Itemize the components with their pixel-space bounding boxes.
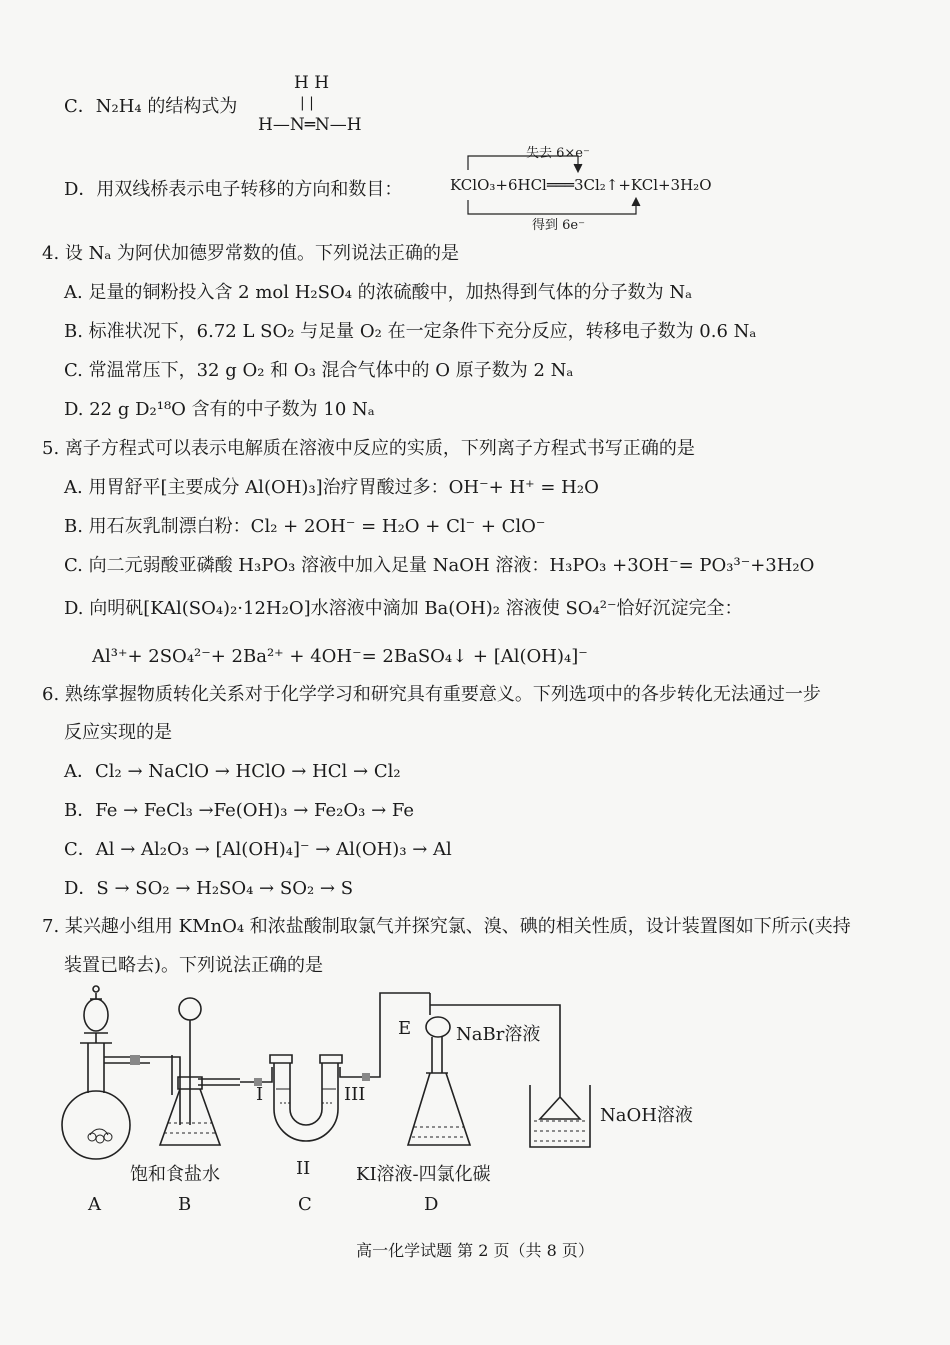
q6-option-b: B．Fe → FeCl₃ →Fe(OH)₃ → Fe₂O₃ → Fe bbox=[64, 800, 415, 821]
q6-stem-2: 反应实现的是 bbox=[64, 722, 172, 743]
page-footer: 高一化学试题 第 2 页（共 8 页） bbox=[356, 1241, 594, 1260]
gain-label: 得到 6e⁻ bbox=[532, 218, 585, 233]
q5-option-c: C. 向二元弱酸亚磷酸 H₃PO₃ 溶液中加入足量 NaOH 溶液：H₃PO₃ +3OH⁻= PO₃³⁻+3H₂O bbox=[64, 555, 815, 576]
label-naoh: NaOH溶液 bbox=[600, 1105, 693, 1126]
apparatus-figure bbox=[0, 985, 950, 1225]
q5-option-d: D. 向明矾[KAl(SO₄)₂·12H₂O]水溶液中滴加 Ba(OH)₂ 溶液使 SO₄²⁻恰好沉淀完全： bbox=[64, 598, 743, 619]
label-iii: III bbox=[344, 1084, 366, 1105]
q6-stem-1: 6. 熟练掌握物质转化关系对于化学学习和研究具有重要意义。下列选项中的各步转化无法通过一步 bbox=[42, 684, 821, 705]
bottle-b bbox=[150, 998, 240, 1145]
q7-stem-1: 7. 某兴趣小组用 KMnO₄ 和浓盐酸制取氯气并探究氯、溴、碘的相关性质，设计装置图如下所示(夹持 bbox=[42, 916, 851, 937]
label-nabr: NaBr溶液 bbox=[456, 1024, 541, 1045]
redox-equation: KClO₃+6HCl═══3Cl₂↑+KCl+3H₂O bbox=[450, 176, 712, 194]
q7-stem-2: 装置已略去)。下列说法正确的是 bbox=[64, 955, 324, 976]
q4-option-c: C. 常温常压下，32 g O₂ 和 O₃ 混合气体中的 O 原子数为 2 Nₐ bbox=[64, 360, 574, 381]
q5-option-d-equation: Al³⁺+ 2SO₄²⁻+ 2Ba²⁺ + 4OH⁻= 2BaSO₄↓ + [Al(OH)₄]⁻ bbox=[92, 646, 588, 667]
label-d: D bbox=[424, 1194, 439, 1215]
q4-option-a: A. 足量的铜粉投入含 2 mol H₂SO₄ 的浓硫酸中，加热得到气体的分子数为 Nₐ bbox=[64, 282, 693, 303]
q3-option-c: C．N₂H₄ 的结构式为 bbox=[64, 96, 238, 117]
double-bridge-equation bbox=[448, 142, 712, 234]
label-i: I bbox=[256, 1084, 264, 1105]
caption-b: 饱和食盐水 bbox=[130, 1164, 220, 1185]
label-e: E bbox=[398, 1018, 412, 1039]
q4-option-b: B. 标准状况下，6.72 L SO₂ 与足量 O₂ 在一定条件下充分反应，转移电子数为 0.6 Nₐ bbox=[64, 321, 757, 342]
q5-stem: 5. 离子方程式可以表示电解质在溶液中反应的实质，下列离子方程式书写正确的是 bbox=[42, 438, 695, 459]
label-ii: II bbox=[296, 1158, 311, 1179]
flask-a bbox=[62, 986, 150, 1159]
label-c: C bbox=[298, 1194, 312, 1215]
flask-d bbox=[408, 993, 560, 1145]
label-b: B bbox=[178, 1194, 192, 1215]
q6-option-c: C．Al → Al₂O₃ → [Al(OH)₄]⁻ → Al(OH)₃ → Al bbox=[64, 839, 452, 860]
q6-option-d: D．S → SO₂ → H₂SO₄ → SO₂ → S bbox=[64, 878, 354, 899]
q6-option-a: A．Cl₂ → NaClO → HClO → HCl → Cl₂ bbox=[64, 761, 401, 782]
caption-d: KI溶液-四氯化碳 bbox=[356, 1164, 491, 1185]
q4-option-d: D. 22 g D₂¹⁸O 含有的中子数为 10 Nₐ bbox=[64, 399, 375, 420]
beaker-naoh bbox=[530, 1085, 590, 1147]
q5-option-b: B. 用石灰乳制漂白粉：Cl₂ + 2OH⁻ = H₂O + Cl⁻ + ClO⁻ bbox=[64, 516, 546, 537]
q3-option-d: D．用双线桥表示电子转移的方向和数目： bbox=[64, 179, 403, 200]
q5-option-a: A. 用胃舒平[主要成分 Al(OH)₃]治疗胃酸过多：OH⁻+ H⁺ = H₂O bbox=[64, 477, 599, 498]
lose-label: 失去 6×e⁻ bbox=[526, 146, 590, 161]
q4-stem: 4. 设 Nₐ 为阿伏加德罗常数的值。下列说法正确的是 bbox=[42, 243, 460, 264]
label-a: A bbox=[88, 1194, 101, 1215]
